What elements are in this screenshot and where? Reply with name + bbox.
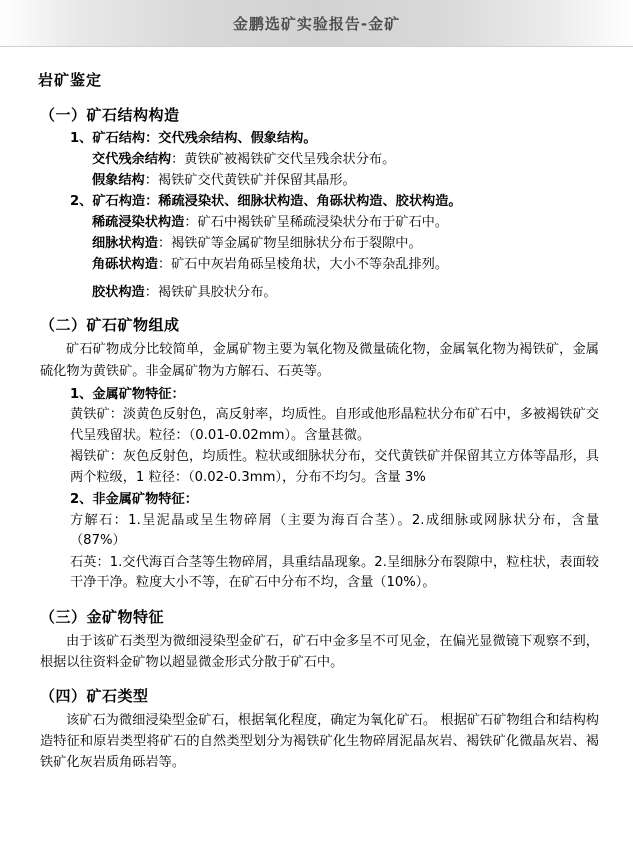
list-item bbox=[70, 553, 599, 594]
item-text: ：褐铁矿交代黄铁矿并保留其晶形。 bbox=[144, 172, 356, 188]
item-term: 非金属矿物特征 bbox=[92, 492, 185, 508]
document-header bbox=[0, 0, 633, 46]
paragraph: 矿石矿物成分比较简单，金属矿物主要为氧化物及微量硫化物，金属氧化物为褐铁矿，金属硫化物为黄铁矿。非金属矿物为方解石、石英等。 bbox=[40, 342, 599, 379]
item-term: 胶状构造 bbox=[92, 284, 145, 300]
list-item bbox=[92, 255, 599, 275]
item-term: 方解石 bbox=[70, 513, 114, 529]
item-term: 细脉状构造 bbox=[92, 235, 158, 251]
item-term: 角砾状构造 bbox=[92, 256, 158, 272]
item-term: 黄铁矿 bbox=[70, 407, 110, 423]
list-item bbox=[92, 234, 599, 254]
list-item bbox=[92, 171, 599, 191]
item-term: 交代残余结构 bbox=[92, 151, 172, 167]
list-item bbox=[70, 129, 599, 149]
document-content bbox=[0, 47, 633, 773]
paragraph: 该矿石为微细浸染型金矿石，根据氧化程度，确定为氧化矿石。 根据矿石矿物组合和结构构造特征和原岩类型将矿石的自然类型划分为褐铁矿化生物碎屑泥晶灰岩、褐铁矿化微晶灰岩、褐铁矿化灰岩质角砾岩等。 bbox=[40, 713, 599, 771]
list-item bbox=[92, 283, 599, 303]
section-heading-2: （二）矿石矿物组成 bbox=[40, 316, 180, 335]
item-term: 假象结构 bbox=[92, 172, 145, 188]
list-item bbox=[70, 192, 599, 212]
item-number: 1、 bbox=[70, 131, 93, 146]
list-item bbox=[70, 405, 599, 446]
list-item bbox=[70, 385, 599, 405]
item-term: 金属矿物特征 bbox=[92, 386, 172, 402]
list-item bbox=[70, 490, 599, 510]
item-term: 石英 bbox=[70, 554, 97, 570]
item-text: ：稀疏浸染状、细脉状构造、角砾状构造、胶状构造。 bbox=[145, 194, 462, 210]
page-title: 岩矿鉴定 bbox=[38, 71, 103, 89]
item-text: ：1.呈泥晶或呈生物碎屑（主要为海百合茎）。2.成细脉或网脉状分布，含量（87%） bbox=[70, 513, 600, 549]
section-heading-3: （三）金矿物特征 bbox=[40, 607, 165, 626]
item-text: ： bbox=[171, 386, 185, 402]
item-term: 稀疏浸染状构造 bbox=[92, 215, 185, 231]
item-text: ：灰色反射色，均质性。粒状或细脉状分布，交代黄铁矿并保留其立方体等晶形，具两个粒级，1 粒径：（0.02-0.3mm），分布不均匀。含量 3% bbox=[70, 449, 600, 485]
item-text: ：褐铁矿具胶状分布。 bbox=[144, 284, 277, 300]
item-text: ：矿石中灰岩角砾呈棱角状，大小不等杂乱排列。 bbox=[157, 256, 449, 272]
item-term: 矿石构造 bbox=[92, 194, 146, 210]
list-item bbox=[70, 447, 599, 488]
item-text: ：交代残余结构、假象结构。 bbox=[145, 131, 317, 146]
item-number: 1、 bbox=[70, 386, 93, 402]
paragraph: 由于该矿石类型为微细浸染型金矿石，矿石中金多呈不可见金，在偏光显微镜下观察不到，根据以往资料金矿物以超显微金形式分散于矿石中。 bbox=[40, 633, 599, 670]
item-text: ： bbox=[184, 492, 198, 508]
item-text: ：淡黄色反射色，高反射率，均质性。自形或他形晶粒状分布矿石中，多被褐铁矿交代呈残留状。粒径：（0.01-0.02mm）。含量甚微。 bbox=[70, 407, 600, 443]
item-number: 2、 bbox=[70, 194, 93, 210]
item-term: 矿石结构 bbox=[92, 131, 146, 146]
section-heading-1: （一）矿石结构构造 bbox=[40, 106, 180, 124]
spacer bbox=[34, 276, 599, 282]
item-text: ：1.交代海百合茎等生物碎屑，具重结晶现象。2.呈细脉分布裂隙中，粒柱状，表面较干净干净。粒度大小不等，在矿石中分布不均，含量（10%）。 bbox=[70, 554, 599, 591]
item-text: ：褐铁矿等金属矿物呈细脉状分布于裂隙中。 bbox=[157, 235, 422, 251]
list-item bbox=[70, 511, 599, 552]
item-number: 2、 bbox=[70, 492, 93, 508]
section-heading-4: （四）矿石类型 bbox=[40, 687, 149, 706]
item-text: ：矿石中褐铁矿呈稀疏浸染状分布于矿石中。 bbox=[184, 215, 449, 231]
header-title: 金鹏选矿实验报告-金矿 bbox=[232, 14, 401, 33]
list-item bbox=[92, 150, 599, 170]
list-item bbox=[92, 213, 599, 233]
item-term: 褐铁矿 bbox=[70, 449, 110, 465]
item-text: ：黄铁矿被褐铁矿交代呈残余状分布。 bbox=[171, 151, 396, 167]
